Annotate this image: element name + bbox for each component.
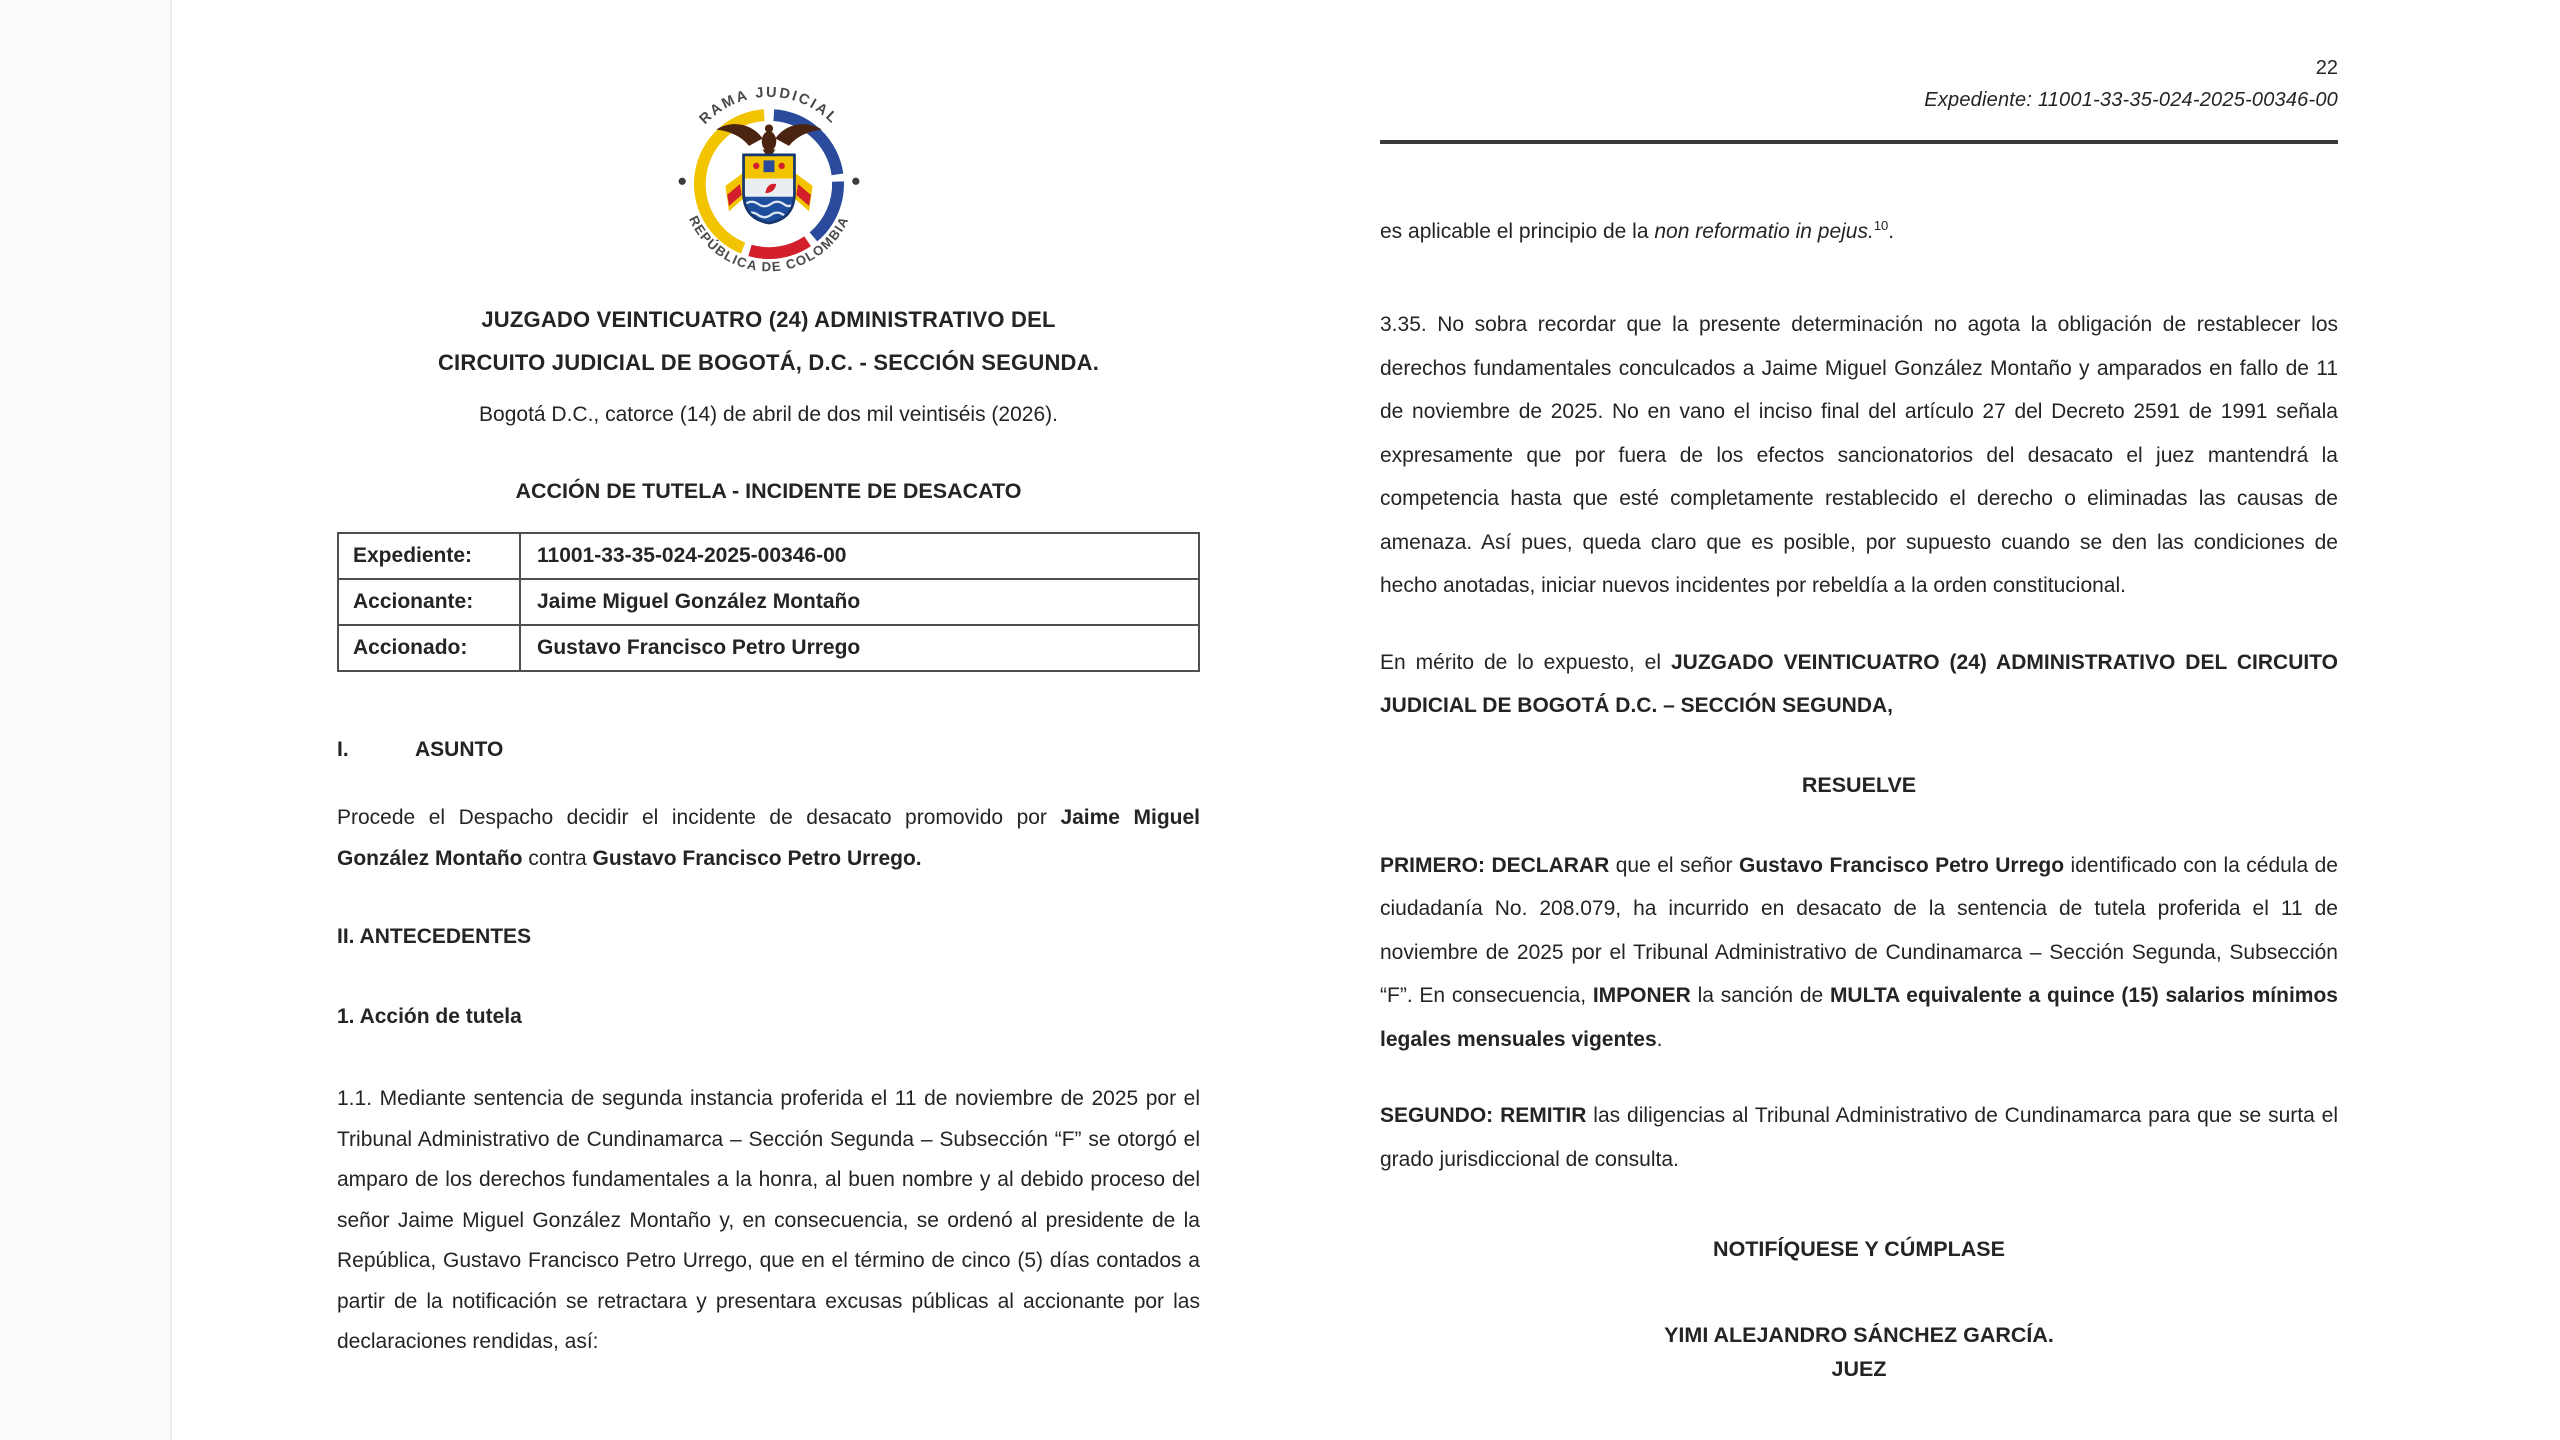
dateline: Bogotá D.C., catorce (14) de abril de dos mil veintiséis (2026). — [479, 403, 1058, 426]
seal-top-text: RAMA JUDICIAL — [696, 84, 841, 128]
seal-left-dot-icon — [678, 178, 685, 185]
paragraph-en-merito: En mérito de lo expuesto, el JUZGADO VEINTICUATRO (24) ADMINISTRATIVO DEL CIRCUITO JUDICIAL DE BOGOTÁ D.C. – SECCIÓN SEGUNDA, — [1380, 650, 2338, 717]
expediente-header: Expediente: 11001-33-35-024-2025-00346-00 — [1924, 89, 2338, 111]
rama-judicial-seal-graphic — [669, 84, 869, 284]
case-value: Gustavo Francisco Petro Urrego — [537, 636, 861, 659]
table-row — [339, 626, 1198, 670]
paragraph-1-1: 1.1. Mediante sentencia de segunda instancia proferida el 11 de noviembre de 2025 por el Tribunal Administrativo de Cundinamarca – Sección Segunda – Subsección “F” se otorgó el amparo de los derechos fundamentales a la honra, al buen nombre y al debido proceso del señor Jaime Miguel González Montaño y, en consecuencia, se ordenó al presidente de la República, Gustavo Francisco Petro Urrego, que en el término de cinco (5) días contados a partir de la notificación se retractara y presentara excusas públicas al accionante por las declaraciones rendidas, así: — [337, 1087, 1200, 1353]
paragraph-intro: es aplicable el principio de la non reformatio in pejus.$^{10}$. — [1380, 218, 1895, 243]
page-number: 22 — [2315, 57, 2338, 79]
section-heading-asunto — [337, 730, 1200, 770]
case-label: Expediente: — [339, 534, 521, 578]
section-heading-antecedentes: II. ANTECEDENTES — [337, 925, 532, 948]
viewer-left-margin — [0, 0, 172, 1440]
subsection-heading-accion-de-tutela: 1. Acción de tutela — [337, 1005, 522, 1028]
signature-block — [1380, 1318, 2338, 1386]
case-table — [337, 532, 1200, 672]
page-left — [337, 0, 1200, 1363]
paragraph-asunto: Procede el Despacho decidir el incidente de desacato promovido por Jaime Miguel González Montaño contra Gustavo Francisco Petro Urrego. — [337, 806, 1200, 870]
judge-name: YIMI ALEJANDRO SÁNCHEZ GARCÍA. — [1664, 1323, 2054, 1347]
rama-judicial-seal — [669, 84, 869, 284]
case-caption: ACCIÓN DE TUTELA - INCIDENTE DE DESACATO — [515, 479, 1022, 503]
case-label: Accionado: — [339, 626, 521, 670]
case-value: Jaime Miguel González Montaño — [537, 590, 861, 613]
seal-right-dot-icon — [852, 178, 859, 185]
shield-icon — [743, 155, 794, 226]
paragraph-primero: PRIMERO: DECLARAR que el señor Gustavo Francisco Petro Urrego identificado con la cédula de ciudadanía No. 208.079, ha incurrido en desacato de la sentencia de tutela proferida el 11 de noviembre de 2025 por el Tribunal Administrativo de Cundinamarca – Sección Segunda, Subsección “F”. En consecuencia, IMPONER la sanción de MULTA equivalente a quince (15) salarios mínimos legales mensuales vigentes. — [1380, 853, 2338, 1051]
table-row — [339, 580, 1198, 626]
seal-bottom-text: REPÚBLICA DE COLOMBIA — [685, 213, 852, 275]
court-name-line2: CIRCUITO JUDICIAL DE BOGOTÁ, D.C. - SECCIÓN SEGUNDA. — [437, 350, 1100, 375]
page-header — [1380, 0, 2338, 144]
notifiquese-heading: NOTIFÍQUESE Y CÚMPLASE — [1713, 1237, 2005, 1261]
case-value: 11001-33-35-024-2025-00346-00 — [537, 544, 847, 567]
section-title: ASUNTO — [415, 738, 504, 761]
resuelve-heading: RESUELVE — [1801, 772, 1917, 797]
court-name-line1: JUZGADO VEINTICUATRO (24) ADMINISTRATIVO DEL — [481, 307, 1056, 332]
paragraph-3-35: 3.35. No sobra recordar que la presente determinación no agota la obligación de restablecer los derechos fundamentales conculcados a Jaime Miguel González Montaño y amparados en fallo de 11 de noviembre de 2025. No en vano el inciso final del artículo 27 del Decreto 2591 de 1991 señala expresamente que por fuera de los efectos sancionatorios del desacato el juez mantendrá la competencia hasta que esté completamente restablecido el derecho o eliminadas las causas de amenaza. Así pues, queda claro que es posible, por supuesto cuando se den las condiciones de hecho anotadas, iniciar nuevos incidentes por rebeldía a la orden constitucional. — [1380, 313, 2338, 597]
court-name — [337, 298, 1200, 384]
page-right — [1380, 0, 2338, 1386]
svg-text:RAMA JUDICIAL — [696, 85, 841, 128]
paragraph-segundo: SEGUNDO: REMITIR las diligencias al Tribunal Administrativo de Cundinamarca para que se surta el grado jurisdiccional de consulta. — [1380, 1104, 2338, 1171]
case-label: Accionante: — [339, 580, 521, 624]
section-number: I. — [337, 738, 349, 761]
table-row — [339, 534, 1198, 580]
judge-title: JUEZ — [1831, 1357, 1887, 1381]
